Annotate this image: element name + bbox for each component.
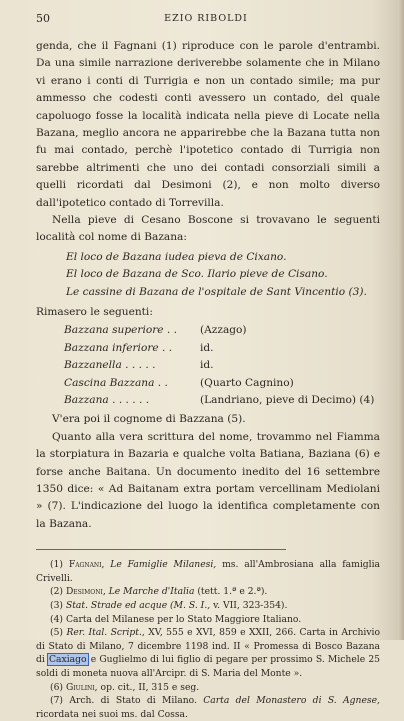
locality-item: El loco de Bazana iudea pieva de Cixano. [66, 250, 287, 263]
footnote-title: Stat. Strade ed acque (M. S. I., [65, 600, 211, 612]
footnote-2 [36, 585, 380, 599]
page-header [36, 12, 376, 26]
place-name: Bazzana inferiore . . [64, 341, 173, 354]
highlighted-word[interactable]: Caxiago [49, 654, 87, 666]
footnote-number: (1) [50, 559, 64, 571]
place-location: (Quarto Cagnino) [200, 376, 294, 389]
place-location: id. [200, 341, 214, 354]
locality-item: Le cassine di Bazana de l'ospitale de Sant Vincentio (3). [66, 285, 367, 298]
footnote-author: Fagnani, [68, 559, 105, 571]
footnote-text: XV, 555 e XVI, 859 e XXII, 266. Carta in Archivio di Stato di Milano, 7 dicembre 1198 ind. II « Promessa di Bosco Bazana di [36, 627, 381, 666]
footnote-author: Desimoni, [65, 586, 106, 598]
locality-list [66, 249, 380, 301]
footnote-number: (5) [50, 627, 64, 639]
place-name: Bazzana superiore . . [64, 324, 178, 337]
footnote-text: ms. all'Ambrosiana alla famiglia Crivelli. [36, 559, 381, 584]
footnote-author: Giulini, [65, 681, 98, 693]
footnote-5 [36, 626, 380, 680]
footnote-4 [36, 613, 380, 627]
footnote-text: (tett. 1.ª e 2.ª). [197, 586, 268, 598]
table-row [64, 357, 380, 374]
place-location: (Azzago) [200, 324, 247, 337]
footnote-text: Arch. di Stato di Milano. [69, 695, 197, 707]
paragraph-1: genda, che il Fagnani (1) riproduce con le parole d'entrambi. Da una simile narrazione deriverebbe solamente che in Milano vi erano i conti di Turrigia e non un contado simile; ma pur ammesso che codesti conti avessero un contado, del quale capoluogo fosse la località indicata nella pieve di Locate nella Bazana, meglio ancora ne apparirebbe che la Bazana tutta non fu mai contado, perchè l'ipotetico contado di Turrigia non sarebbe altrimenti che uno dei contadi consorziali simili a quelli ricordati dal Desimoni (2), e non molto diverso dall'ipotetico contado di Torrevilla. [36, 40, 380, 209]
footnote-text-continued: e Guglielmo di lui figlio di pegare per prossimo S. Michele 25 soldi di moneta nuova all'Arcipr. di S. Maria del Monte ». [36, 654, 381, 679]
running-head: EZIO RIBOLDI [164, 13, 248, 24]
place-location: (Landriano, pieve di Decimo) (4) [200, 394, 375, 407]
page-number: 50 [36, 12, 50, 25]
footnote-number: (7) [50, 695, 64, 707]
place-name: Bazzana . . . . . . [64, 394, 150, 407]
footnote-title: Carta del Monastero di S. Agnese, [203, 695, 380, 707]
footnote-divider [36, 549, 286, 550]
place-name: Cascina Bazzana . . [64, 376, 168, 389]
place-name: Bazzanella . . . . . [64, 359, 156, 372]
footnote-title: Rer. Ital. Script., [66, 627, 145, 639]
page-edge-shadow [398, 0, 404, 640]
main-text [36, 38, 380, 721]
paragraph-5: Quanto alla vera scrittura del nome, trovammo nel Fiamma la storpiatura in Bazaria e qualche volta Batiana, Baziana (6) e forse anche Baitana. Un documento inedito del 16 settembre 1350 dice: « Ad Baitanam extra portam vercellinam Mediolani » (7). L'indicazione del luogo la identifica completamente con la Bazana. [36, 430, 380, 530]
footnote-number: (2) [50, 586, 64, 598]
remaining-places-table [64, 322, 380, 409]
footnote-number: (6) [50, 681, 64, 693]
footnote-title: Le Marche d'Italia [108, 586, 195, 598]
footnote-text: Carta del Milanese per lo Stato Maggiore Italiano. [65, 613, 302, 625]
footnote-7 [36, 694, 380, 721]
table-row [64, 392, 380, 409]
paragraph-3: Rimasero le seguenti: [36, 306, 153, 319]
footnote-title: Le Famiglie Milanesi, [110, 559, 217, 571]
table-row [64, 340, 380, 357]
paragraph-2: Nella pieve di Cesano Boscone si trovavano le seguenti località col nome di Bazana: [36, 214, 380, 244]
footnote-text: op. cit., II, 315 e seg. [100, 681, 200, 693]
footnote-3 [36, 599, 380, 613]
footnote-6 [36, 681, 380, 695]
locality-item: El loco de Bazana de Sco. Ilario pieve de Cisano. [66, 268, 328, 281]
paragraph-4: V'era poi il cognome di Bazzana (5). [52, 413, 246, 426]
footnote-number: (4) [50, 613, 64, 625]
place-location: id. [200, 359, 214, 372]
footnote-text-continued: ricordata nei suoi ms. dal Cossa. [36, 708, 188, 720]
table-row [64, 322, 380, 339]
footnote-number: (3) [50, 600, 64, 612]
footnote-text: v. VII, 323-354). [213, 600, 288, 612]
footnote-1 [36, 558, 380, 585]
table-row [64, 375, 380, 392]
